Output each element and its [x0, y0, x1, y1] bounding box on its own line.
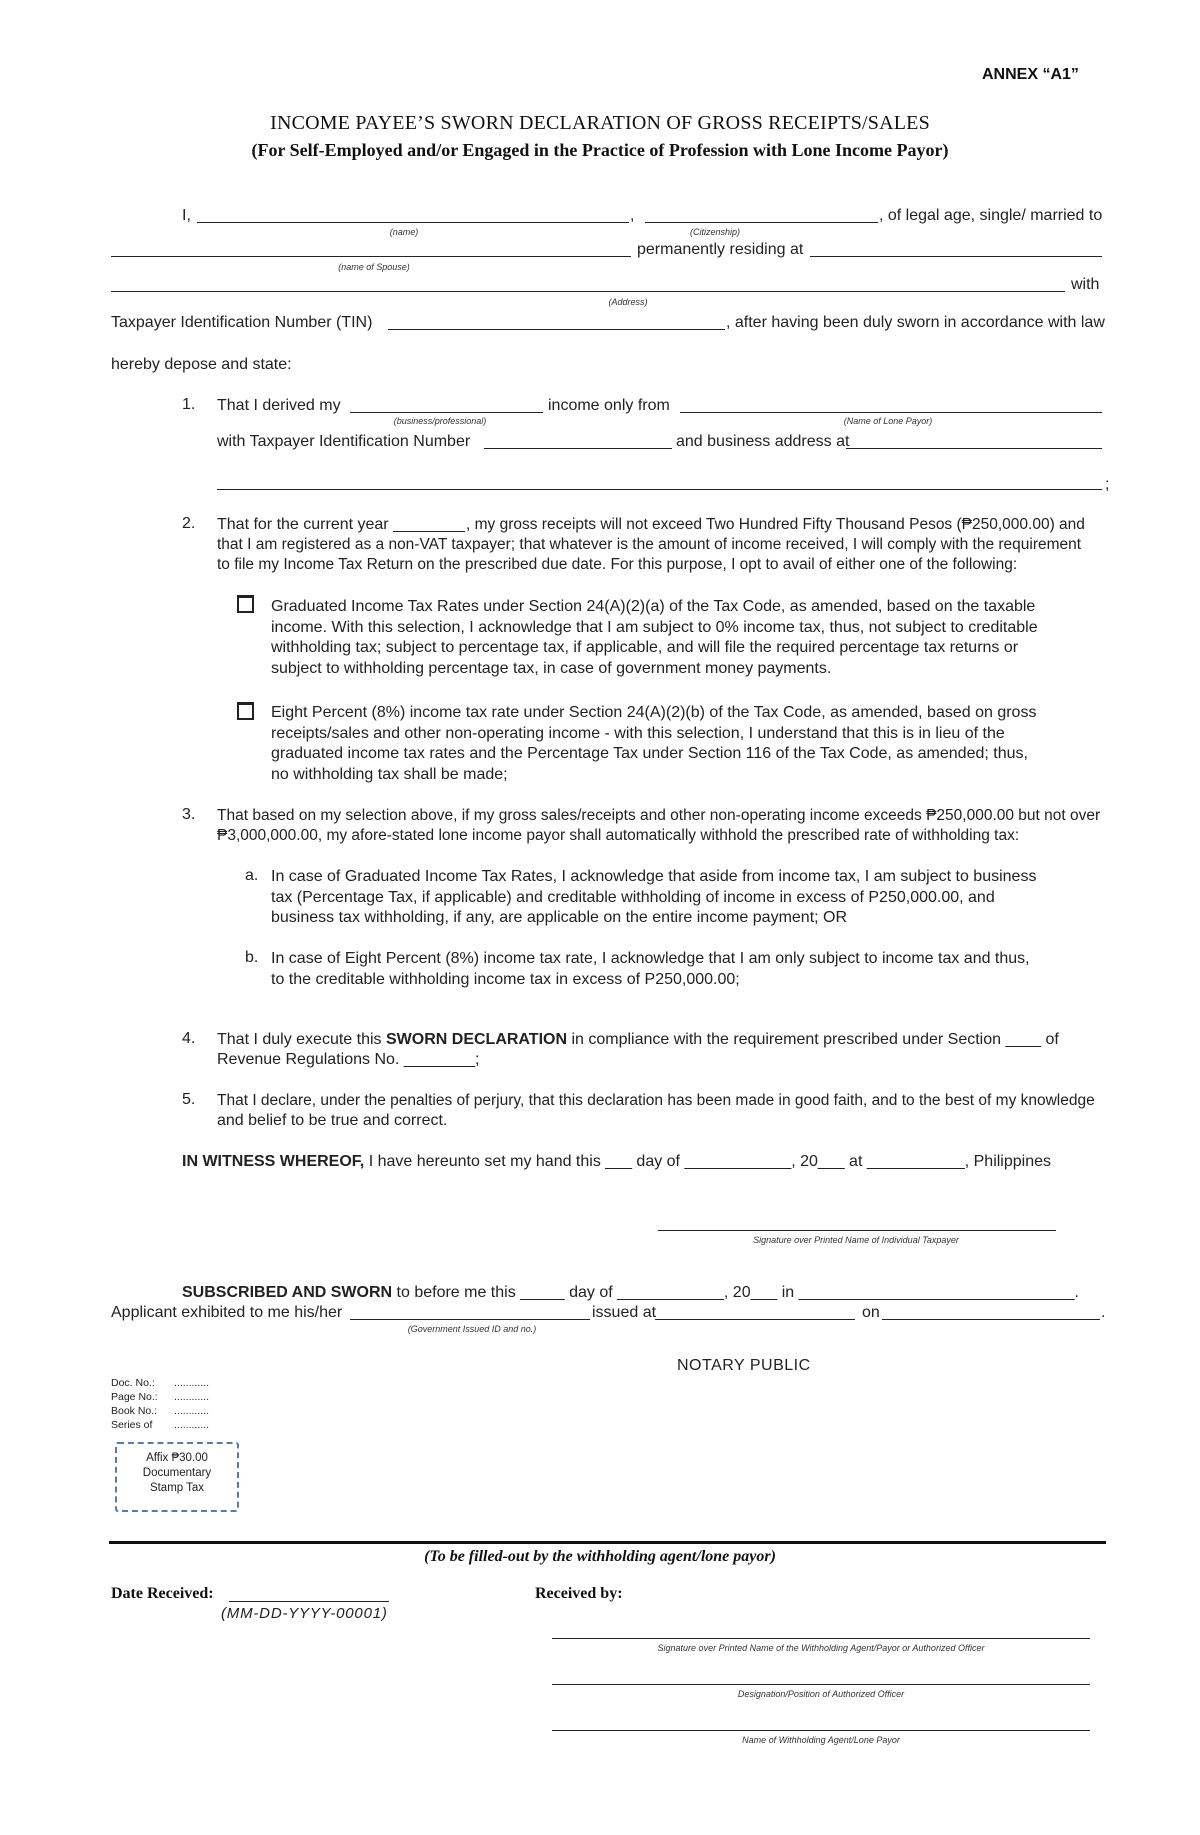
- officer-designation-caption: Designation/Position of Authorized Officer: [737, 1689, 905, 1699]
- item1-with-tin: with Taxpayer Identification Number: [217, 433, 471, 450]
- item4-num: 4.: [182, 1030, 196, 1047]
- address-field[interactable]: [111, 291, 1065, 292]
- subscribed-text: to before me this _____ day of ____________, 20___ in _______________________________.: [396, 1284, 1079, 1301]
- date-received-label: Date Received:: [111, 1585, 214, 1602]
- item1-num: 1.: [182, 396, 196, 413]
- document-title: INCOME PAYEE’S SWORN DECLARATION OF GROSS RECEIPTS/SALES: [270, 112, 930, 134]
- item2-line2: that I am registered as a non-VAT taxpayer; that whatever is the amount of income received, I will comply with the requirement: [217, 536, 1082, 553]
- address-caption: (Address): [608, 297, 648, 307]
- item5-num: 5.: [182, 1091, 196, 1108]
- item3b-label: b.: [245, 949, 259, 966]
- name-field[interactable]: [197, 222, 629, 223]
- government-id-caption: (Government Issued ID and no.): [407, 1324, 537, 1334]
- series-of-row: Series of ............: [111, 1419, 210, 1431]
- stamp-line-1: Affix ₱30.00: [146, 1452, 208, 1464]
- business-caption: (business/professional): [393, 416, 487, 426]
- option-eight-percent-checkbox[interactable]: [237, 702, 254, 720]
- document-page: ANNEX “A1” INCOME PAYEE’S SWORN DECLARATION OF GROSS RECEIPTS/SALES (For Self-Employed and/or Engaged in the Practice of Profession with Lone Income Payor) I, , , of legal age, single/ married to (name) (Citizenship) permanently residing at (name of Spouse) with (Address) Taxpayer Identification Number (TIN) , after having been duly sworn in accordance with law hereby depose and state: 1. That I derived my income only from (business/professional) (Name of Lone Payor) with Taxpayer Identification Number and business address at ; 2. That for the current year , my gross receipts will not exceed Two Hundred Fifty Thousand Pesos (₱250,000.00) and that I am registered as a non-VAT taxpayer; that whatever is the amount of income received, I will comply with the requirement to file my Income Tax Return on the prescribed due date. For this purpose, I opt to avail of either one of the following: Graduated Income Tax Rates under Section 24(A)(2)(a) of the Tax Code, as amended, based on the taxable income. With this selection, I acknowledge that I am subject to 0% income tax, thus, not subject to creditable withholding tax; subject to percentage tax, if applicable, and will file the required percentage tax returns or subject to withholding percentage tax, in case of government money payments. Eight Percent (8%) income tax rate under Section 24(A)(2)(b) of the Tax Code, as amended, based on gross receipts/sales and other non-operating income - with this selection, I understand that this is in lieu of the graduated income tax rates and the Percentage Tax under Section 116 of the Tax Code, as amended; thus, no withholding tax shall be made; 3. That based on my selection above, if my gross sales/receipts and other non-operating income exceeds ₱250,000.00 but not over ₱3,000,000.00, my afore-stated lone income payor shall automatically withhold the prescribed rate of withholding tax: a. In case of Graduated Income Tax Rates, I acknowledge that aside from income tax, I am subject to business tax (Percentage Tax, if applicable) and creditable withholding of income in excess of P250,000.00, and business tax withholding, if any, are applicable on the entire income payment; OR b. In case of Eight Percent (8%) income tax rate, I acknowledge that I am only subject to income tax and thus, to the creditable withholding income tax in excess of P250,000.00; 4. That I duly execute this SWORN DECLARATION in compliance with the requirement prescribed under Section ____ of Revenue Regulations No. ________; 5. That I declare, under the penalties of perjury, that this declaration has been made in good faith, and to the best of my knowledge and belief to be true and correct. IN WITNESS WHEREOF, I have hereunto set my hand this ___ day of ____________, 20___ at ___________, Philippines Signature over Printed Name of Individual Taxpayer SUBSCRIBED AND SWORN to before me this _____ day of ____________, 20___ in _______________________________. Applicant exhibited to me his/her issued at on . (Government Issued ID and no.) NOTARY PUBLIC Doc. No.: ............ Page No.: ............ Book No.: ............ Series of ............ Affix ₱30.00 Documentary Stamp Tax (To be filled-out by the withholding agent/lone payor) Date Received: (MM-DD-YYYY-00001) Received by: Signature over Printed Name of the Withholding Agent/Payor or Authorized Officer Designation/Position of Authorized Officer Name of Withholding Agent/Lone Payor: [0, 0, 1200, 1835]
- taxpayer-signature-caption: Signature over Printed Name of Individual Taxpayer: [753, 1235, 959, 1245]
- intro-legal-age: , of legal age, single/ married to: [879, 207, 1103, 224]
- item4-line1b: in compliance with the requirement prescribed under Section ____ of: [571, 1031, 1059, 1048]
- item4-line1a: That I duly execute this: [217, 1031, 382, 1048]
- applicant-exhibited: Applicant exhibited to me his/her: [111, 1304, 343, 1321]
- item5-line2: and belief to be true and correct.: [217, 1112, 448, 1129]
- stamp-line-3: Stamp Tax: [149, 1482, 205, 1494]
- footer-separator: [109, 1541, 1106, 1544]
- item3b-text: In case of Eight Percent (8%) income tax rate, I acknowledge that I am only subject to income tax and thus, to the creditable withholding income tax in excess of P250,000.00;: [271, 950, 1030, 988]
- tin-label: Taxpayer Identification Number (TIN): [111, 314, 373, 331]
- option-eight-percent-text: Eight Percent (8%) income tax rate under Section 24(A)(2)(b) of the Tax Code, as amended, based on gross receipts/sales and other non-operating income - with this selection, I understand that this is in lieu of the graduated income tax rates and the Percentage Tax under Section 116 of the Tax Code, as amended; thus, no withholding tax shall be made;: [271, 704, 1037, 783]
- item3-line2: ₱3,000,000.00, my afore-stated lone income payor shall automatically withhold the prescribed rate of withholding tax:: [217, 827, 1020, 844]
- item1-semicolon: ;: [1105, 476, 1110, 493]
- item1-income-from: income only from: [548, 397, 670, 414]
- issued-on-field[interactable]: [882, 1319, 1100, 1320]
- annex-label: ANNEX “A1”: [982, 66, 1079, 83]
- intro-sworn: , after having been duly sworn in accordance with law: [726, 314, 1105, 331]
- citizenship-field[interactable]: [645, 222, 878, 223]
- date-received-field[interactable]: [229, 1601, 389, 1602]
- documentary-stamp-box: [115, 1442, 239, 1512]
- officer-designation-line[interactable]: [552, 1684, 1090, 1685]
- spouse-caption: (name of Spouse): [338, 262, 410, 272]
- book-no-row: Book No.: ............: [111, 1405, 210, 1417]
- intro-residing: permanently residing at: [637, 241, 804, 258]
- item2-line1b: , my gross receipts will not exceed Two Hundred Fifty Thousand Pesos (₱250,000.00) and: [466, 516, 1085, 533]
- item4-sworn-declaration: SWORN DECLARATION: [385, 1031, 568, 1048]
- spouse-field[interactable]: [111, 256, 631, 257]
- agent-name-line[interactable]: [552, 1730, 1090, 1731]
- item3a-text: In case of Graduated Income Tax Rates, I acknowledge that aside from income tax, I am subject to business tax (Percentage Tax, if applicable) and creditable withholding of income in excess of P250,000.00, and business tax withholding, if any, are applicable on the entire income payment; OR: [271, 868, 1037, 926]
- page-no-row: Page No.: ............: [111, 1391, 210, 1403]
- name-caption: (name): [389, 227, 419, 237]
- agent-signature-line[interactable]: [552, 1638, 1090, 1639]
- document-subtitle: (For Self-Employed and/or Engaged in the Practice of Profession with Lone Income Payor): [251, 140, 949, 160]
- agent-signature-caption: Signature over Printed Name of the Withholding Agent/Payor or Authorized Officer: [657, 1643, 985, 1653]
- taxpayer-signature-line[interactable]: [658, 1230, 1056, 1231]
- government-id-field[interactable]: [350, 1319, 590, 1320]
- item2-line1a: That for the current year: [217, 516, 389, 533]
- item4-line2: Revenue Regulations No. ________;: [217, 1051, 480, 1068]
- footer-instruction: (To be filled-out by the withholding agent/lone payor): [424, 1548, 776, 1565]
- current-year-field[interactable]: [393, 531, 465, 532]
- business-address-field[interactable]: [846, 448, 1102, 449]
- intro-with: with: [1071, 276, 1100, 293]
- residence-field[interactable]: [810, 256, 1102, 257]
- item1-derived: That I derived my: [217, 397, 341, 414]
- notary-public-label: NOTARY PUBLIC: [677, 1357, 811, 1374]
- payor-name-field[interactable]: [680, 412, 1102, 413]
- intro-depose: hereby depose and state:: [111, 356, 292, 373]
- issued-at-field[interactable]: [655, 1319, 855, 1320]
- intro-i: I,: [182, 207, 191, 224]
- witness-text: I have hereunto set my hand this ___ day of ____________, 20___ at ___________, Philippines: [368, 1153, 1051, 1170]
- business-type-field[interactable]: [350, 412, 543, 413]
- issued-at-label: issued at: [592, 1304, 657, 1321]
- witness-label: IN WITNESS WHEREOF,: [182, 1153, 365, 1170]
- payor-tin-field[interactable]: [484, 448, 672, 449]
- tin-field[interactable]: [388, 329, 725, 330]
- date-format-hint: (MM-DD-YYYY-00001): [221, 1605, 388, 1622]
- business-address-field-2[interactable]: [217, 489, 1102, 490]
- item5-line1: That I declare, under the penalties of perjury, that this declaration has been made in good faith, and to the best of my knowledge: [217, 1092, 1095, 1109]
- doc-no-row: Doc. No.: ............: [111, 1377, 210, 1389]
- doc-fields: [111, 1376, 209, 1432]
- item2-line3: to file my Income Tax Return on the prescribed due date. For this purpose, I opt to avail of either one of the following:: [217, 556, 1018, 573]
- citizenship-caption: (Citizenship): [689, 227, 741, 237]
- item2-num: 2.: [182, 515, 196, 532]
- payor-caption: (Name of Lone Payor): [843, 416, 933, 426]
- issued-on-label: on: [862, 1304, 880, 1321]
- option-graduated-checkbox[interactable]: [237, 595, 254, 613]
- stamp-line-2: Documentary: [142, 1467, 212, 1479]
- item1-business-address: and business address at: [676, 433, 850, 450]
- item3a-label: a.: [245, 867, 259, 884]
- item3-line1: That based on my selection above, if my gross sales/receipts and other non-operating income exceeds ₱250,000.00 but not over: [217, 807, 1101, 824]
- agent-name-caption: Name of Withholding Agent/Lone Payor: [742, 1735, 900, 1745]
- item3-num: 3.: [182, 806, 196, 823]
- subscribed-label: SUBSCRIBED AND SWORN: [182, 1284, 393, 1301]
- received-by-label: Received by:: [535, 1585, 623, 1602]
- option-graduated-text: Graduated Income Tax Rates under Section 24(A)(2)(a) of the Tax Code, as amended, based on the taxable income. With this selection, I acknowledge that I am subject to 0% income tax, thus, not subject to creditable withholding tax; subject to percentage tax, if applicable, and will file the required percentage tax returns or subject to withholding percentage tax, in case of government money payments.: [271, 598, 1038, 677]
